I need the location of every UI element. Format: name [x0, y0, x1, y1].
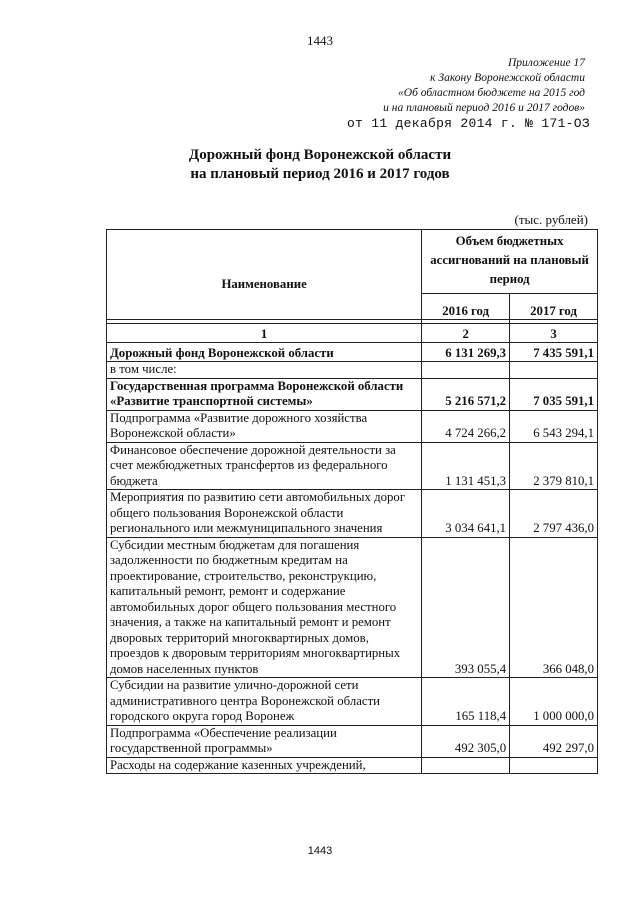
row-value-2016: 1 131 451,3	[422, 442, 510, 490]
header-name: Наименование	[107, 230, 422, 320]
table-row	[107, 725, 598, 757]
table-row	[107, 343, 598, 362]
page-number-top: 1443	[307, 33, 333, 48]
header-year-2017: 2017 год	[510, 294, 598, 320]
table-row	[107, 678, 598, 726]
header-year-2016: 2016 год	[422, 294, 510, 320]
title-line: Дорожный фонд Воронежской области	[188, 147, 452, 163]
header-volume: Объем бюджетных ассигнований на плановый период	[422, 230, 598, 294]
document-title	[0, 146, 640, 184]
units-label: (тыс. рублей)	[514, 212, 588, 227]
title-line: на плановый период 2016 и 2017 годов	[190, 166, 450, 182]
row-name: Государственная программа Воронежской области «Развитие транспортной системы»	[107, 378, 422, 410]
row-name: Мероприятия по развитию сети автомобильных дорог общего пользования Воронежской области регионального или межмуниципального значения	[107, 490, 422, 538]
row-value-2016: 5 216 571,2	[422, 378, 510, 410]
row-value-2017: 492 297,0	[510, 725, 598, 757]
appendix-line: к Закону Воронежской области	[430, 72, 585, 84]
table-row	[107, 378, 598, 410]
row-name: Подпрограмма «Развитие дорожного хозяйства Воронежской области»	[107, 410, 422, 442]
row-value-2016: 6 131 269,3	[422, 343, 510, 362]
row-name: Финансовое обеспечение дорожной деятельности за счет межбюджетных трансфертов из федерального бюджета	[107, 442, 422, 490]
row-name: в том числе:	[107, 362, 422, 379]
row-name: Субсидии местным бюджетам для погашения задолженности по бюджетным кредитам на проектирование, строительство, реконструкцию, капитальный ремонт, ремонт и содержание автомобильных дорог общего пользования местного значения, а также на капитальный ремонт и ремонт дворовых территорий многоквартирных домов, проездов к дворовым территориям многоквартирных домов населенных пунктов	[107, 537, 422, 678]
row-name: Дорожный фонд Воронежской области	[107, 343, 422, 362]
column-number-3: 3	[510, 324, 598, 343]
row-value-2017: 366 048,0	[510, 537, 598, 678]
row-value-2016: 492 305,0	[422, 725, 510, 757]
table-row	[107, 442, 598, 490]
row-value-2017: 1 000 000,0	[510, 678, 598, 726]
row-value-2016: 4 724 266,2	[422, 410, 510, 442]
row-value-2016	[422, 362, 510, 379]
row-value-2017: 7 435 591,1	[510, 343, 598, 362]
table-row	[107, 757, 598, 774]
appendix-line: «Об областном бюджете на 2015 год	[398, 87, 585, 99]
appendix-block	[383, 56, 585, 116]
row-value-2017: 2 797 436,0	[510, 490, 598, 538]
law-date-stamp: от 11 декабря 2014 г. № 171-ОЗ	[346, 116, 590, 131]
row-value-2016: 393 055,4	[422, 537, 510, 678]
column-number-2: 2	[422, 324, 510, 343]
table-body	[107, 343, 598, 774]
table-row	[107, 537, 598, 678]
row-name: Расходы на содержание казенных учреждений,	[107, 757, 422, 774]
row-value-2016	[422, 757, 510, 774]
row-value-2016: 165 118,4	[422, 678, 510, 726]
appendix-line: и на плановый период 2016 и 2017 годов»	[383, 102, 585, 114]
table-row	[107, 410, 598, 442]
column-number-1: 1	[107, 324, 422, 343]
row-value-2016: 3 034 641,1	[422, 490, 510, 538]
appendix-line: Приложение 17	[507, 57, 585, 69]
table-row	[107, 362, 598, 379]
row-value-2017: 7 035 591,1	[510, 378, 598, 410]
row-value-2017	[510, 362, 598, 379]
row-name: Подпрограмма «Обеспечение реализации государственной программы»	[107, 725, 422, 757]
road-fund-table	[106, 229, 598, 774]
row-value-2017	[510, 757, 598, 774]
row-value-2017: 6 543 294,1	[510, 410, 598, 442]
page-number-bottom: 1443	[307, 845, 333, 857]
row-name: Субсидии на развитие улично-дорожной сети административного центра Воронежской области городского округа город Воронеж	[107, 678, 422, 726]
table-row	[107, 490, 598, 538]
row-value-2017: 2 379 810,1	[510, 442, 598, 490]
